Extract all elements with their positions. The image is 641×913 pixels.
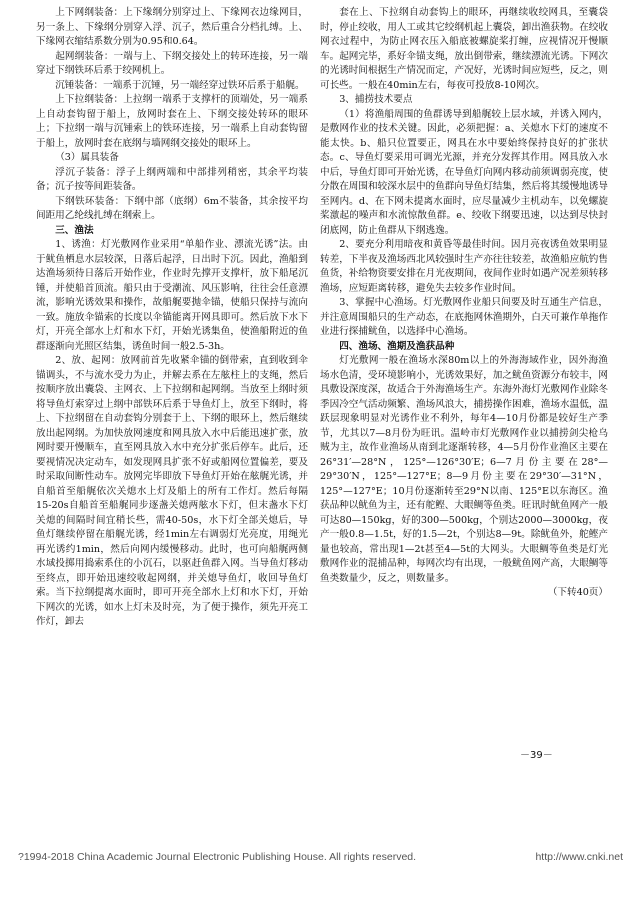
left-column-paragraph: （3）属具装备 (55, 152, 119, 163)
left-column-paragraph: 下纲铁环装备：下纲中部（底纲）6m不装备，其余按平均间距用乙纶线扎缚在纲索上。 (36, 195, 308, 221)
right-column-paragraph: （下转40页） (547, 587, 608, 598)
left-column-paragraph: 起网纲装备：一端与上、下纲交接处上的转环连接，另一端穿过下纲铁环后系于绞网机上。 (36, 50, 308, 76)
right-column-paragraph: 3、掌握中心渔场。灯光敷网作业船只间要及时互通生产信息，并注意周围船只的生产动态，在底拖网休渔期外，白天可兼作单拖作业进行探捕鱿鱼，以选择中心渔场。 (320, 297, 608, 337)
left-column-paragraph: 上下拉纲装备：上拉纲一端系于支撑杆的顶端处，另一端系上自动套钩留于船上，放网时套在上、下纲交接处转环的眼环上；下拉纲一端与沉锤索上的铁环连接，另一端系上自动套钩留于船上，放网时套在底纲与墙网纲交接处的眼环上。 (36, 94, 308, 149)
left-column-paragraph: 上下网纲装备：上下缘纲分别穿过上、下缘网衣边缘网目，另一条上、下缘纲分别穿入浮、沉子，然后重合分档扎缚。上、下缘网衣缩结系数分别为0.95和0.64。 (36, 7, 308, 47)
left-column-paragraph: 三、渔法 (55, 224, 94, 236)
left-column-paragraph: 浮沉子装备：浮子上纲两端和中部排列稍密，其余平均装备；沉子按等间距装备。 (36, 166, 308, 192)
left-column-paragraph: 沉锤装备：一端系于沉锤，另一端经穿过铁环后系于船艉。 (55, 79, 305, 91)
left-column-paragraph: 2、放、起网：放网前首先收紧伞锚的倒带索，直到收到伞锚调头，不与流水受力为止，并解去系在左舷柱上的支绳，然后按顺序放出囊袋、主网衣、上下拉纲和起网纲。当放至上纲时须将导鱼灯索穿过上纲中部铁环后系于导鱼灯上，放至下纲时，将上、下拉纲留在自动套钩分别套于上、下纲的眼环上，然后继续放出起网纲。为加快放网速度和网具放入水中后能迅速扩张，放网时要开慢顺车，直至网具放入水中充分扩张后停车。此后，还要视情况决定动车，如发现网具扩张不好或船网位置偏差，要及时采取间断性动车。放网完毕即放下导鱼灯开始在舷艉光诱，并自船首至船艉依次关熄水上灯及船上的所有工作灯。然后每隔15-20s自船首至船艉同步逐盏关熄两舷水下灯，但末盏水下灯关熄的间隔时间宜稍长些，需40-50s，水下灯全部关熄后，导鱼灯继续停留在船艉光诱，经1min左右调弱灯光亮度，用绳光再光诱约1min，然后向网内缓慢移动。此时，也可向船艉两侧水域投掷用捣索系住的小沉石，以驱赶鱼群入网。当导鱼灯移动至终点，即开始迅速绞收起网纲，并关熄导鱼灯，收回导鱼灯索。当下拉纲提离水面时，即可开亮全部水上灯和水下灯，开始下网次的光诱，如水上灯未及时亮，为了便于操作，须先开亮工作灯，卸去 (36, 355, 308, 627)
right-column-paragraph: 2、要充分利用暗夜和黄昏等最佳时间。因月亮夜诱鱼效果明显转差，下半夜及渔场西北风较强时生产亦往往较差，故渔船应航钓售鱼货，补给物资要安排在月光夜期间，夜间作业时如遇产况差须转移渔场，应短距离转移，避免失去较多作业时间。 (320, 239, 608, 294)
right-column-paragraph: 四、渔场、渔期及渔获品种 (339, 340, 455, 352)
right-column (320, 6, 608, 746)
right-column-paragraph: （1）将渔船周围的鱼群诱导到船艉较上层水域，并诱入网内，是敷网作业的技术关键。因此，必须把握：a、关熄水下灯的速度不能太快。b、船只位置要正，网具在水中要始终保持良好的扩张状态。c、导鱼灯要采用可调光光源，并充分发挥其作用。网具放入水中后，导鱼灯即可开始光诱，在导鱼灯向网内移动前须调弱亮度，使分散在周围和较深水层中的鱼群向导鱼灯结集，然后将其缓慢地诱导至网内。d、在下网未提离水面时，应尽量减少主机动车，以免螺旋桨激起的噪声和水流惊散鱼群。e、绞收下纲要迅速，以达到尽快封闭底网，防止鱼群从下纲逃逸。 (320, 108, 608, 236)
right-column-paragraph: 3、捕捞技术要点 (339, 94, 413, 105)
copyright-notice: ?1994-2018 China Academic Journal Electronic Publishing House. All rights reserved. (18, 851, 417, 863)
left-column-paragraph: 1、诱渔：灯光敷网作业采用“单船作业、漂流光诱”法。由于鱿鱼栖息水层较深，日落后起浮，日出时下沉。因此，渔船到达渔场须待日落后开始作业，作业时先撑开支撑杆，放下船尾沉锤，并使船首顶流。船只由于受潮流、风压影响，往往会任意漂流，影响光诱效果和操作，故船艉要抛伞锚，使船只保持与流向一致。施放伞锚索的长度以伞锚能离开网具即可。然后放下水下灯，开亮全部水上灯和水下灯，开始光诱集鱼，使渔船附近的鱼群逐渐向光照区结集，诱鱼时间一般2.5-3h。 (36, 239, 308, 352)
right-column-paragraph: 套在上、下拉纲自动套钩上的眼环，再继续收绞网具，至囊袋时，停止绞收，用人工或其它绞纲机起上囊袋，卸出渔获物。在绞收网衣过程中，为防止网衣压入船底被螺旋桨打缠，应视情况开慢顺车。起网完毕，系好伞锚支绳，放出倒带索，继续漂流光诱。下网次的光诱时间根据生产情况而定，产况好，光诱时间应短些，反之，则可长些。一般在40min左右，每夜可投放8-10网次。 (320, 7, 608, 91)
left-column (36, 6, 308, 844)
right-column-paragraph: 灯光敷网一般在渔场水深80m以上的外海海域作业，因外海渔场水色清，受环境影响小，光诱效果好，加之鱿鱼资源分布较丰，网具敷设深度深，故适合于外海渔场生产。东海外海灯光敷网作业除冬季因冷空气活动频繁、渔场风浪大，捕捞操作困难，渔场水温低，温跃层现象明显对光诱作业不利外，每年4—10月份都是较好生产季节，尤其以7—8月份为旺讯。温岭市灯光敷网作业以捕捞剑尖枪乌贼为主，故作业渔场从南到北逐渐转移，4—5月份作业渔区主要在26°31′—28°N，125°—126°30′E；6—7月份主要在28°—29°30′N，125°—127°E；8—9月份主要在29°30′—31°N，125°—127°E；10月份逐渐转至29°N以南、125°E以东海区。渔获品种以鱿鱼为主，还有舵鲣、大眼鲷等鱼类。旺讯时鱿鱼网产一般可达80—150kg，好的300—500kg，个别达2000—3000kg，夜产一般0.8—1.5t，好的1.5—2t，个别达8—9t。除鱿鱼外，舵鲣产量也较高，常出现1—2t甚至4—5t的大网头。大眼鲷等鱼类是灯光敷网作业的混捕品种，每网次均有出现，一般鱿鱼网产高，大眼鲷等鱼类数量少，反之，则数量多。 (320, 355, 608, 584)
page-number: －39－ (520, 750, 553, 761)
cnki-url[interactable]: http://www.cnki.net (535, 851, 623, 863)
copyright-footer (18, 851, 623, 863)
